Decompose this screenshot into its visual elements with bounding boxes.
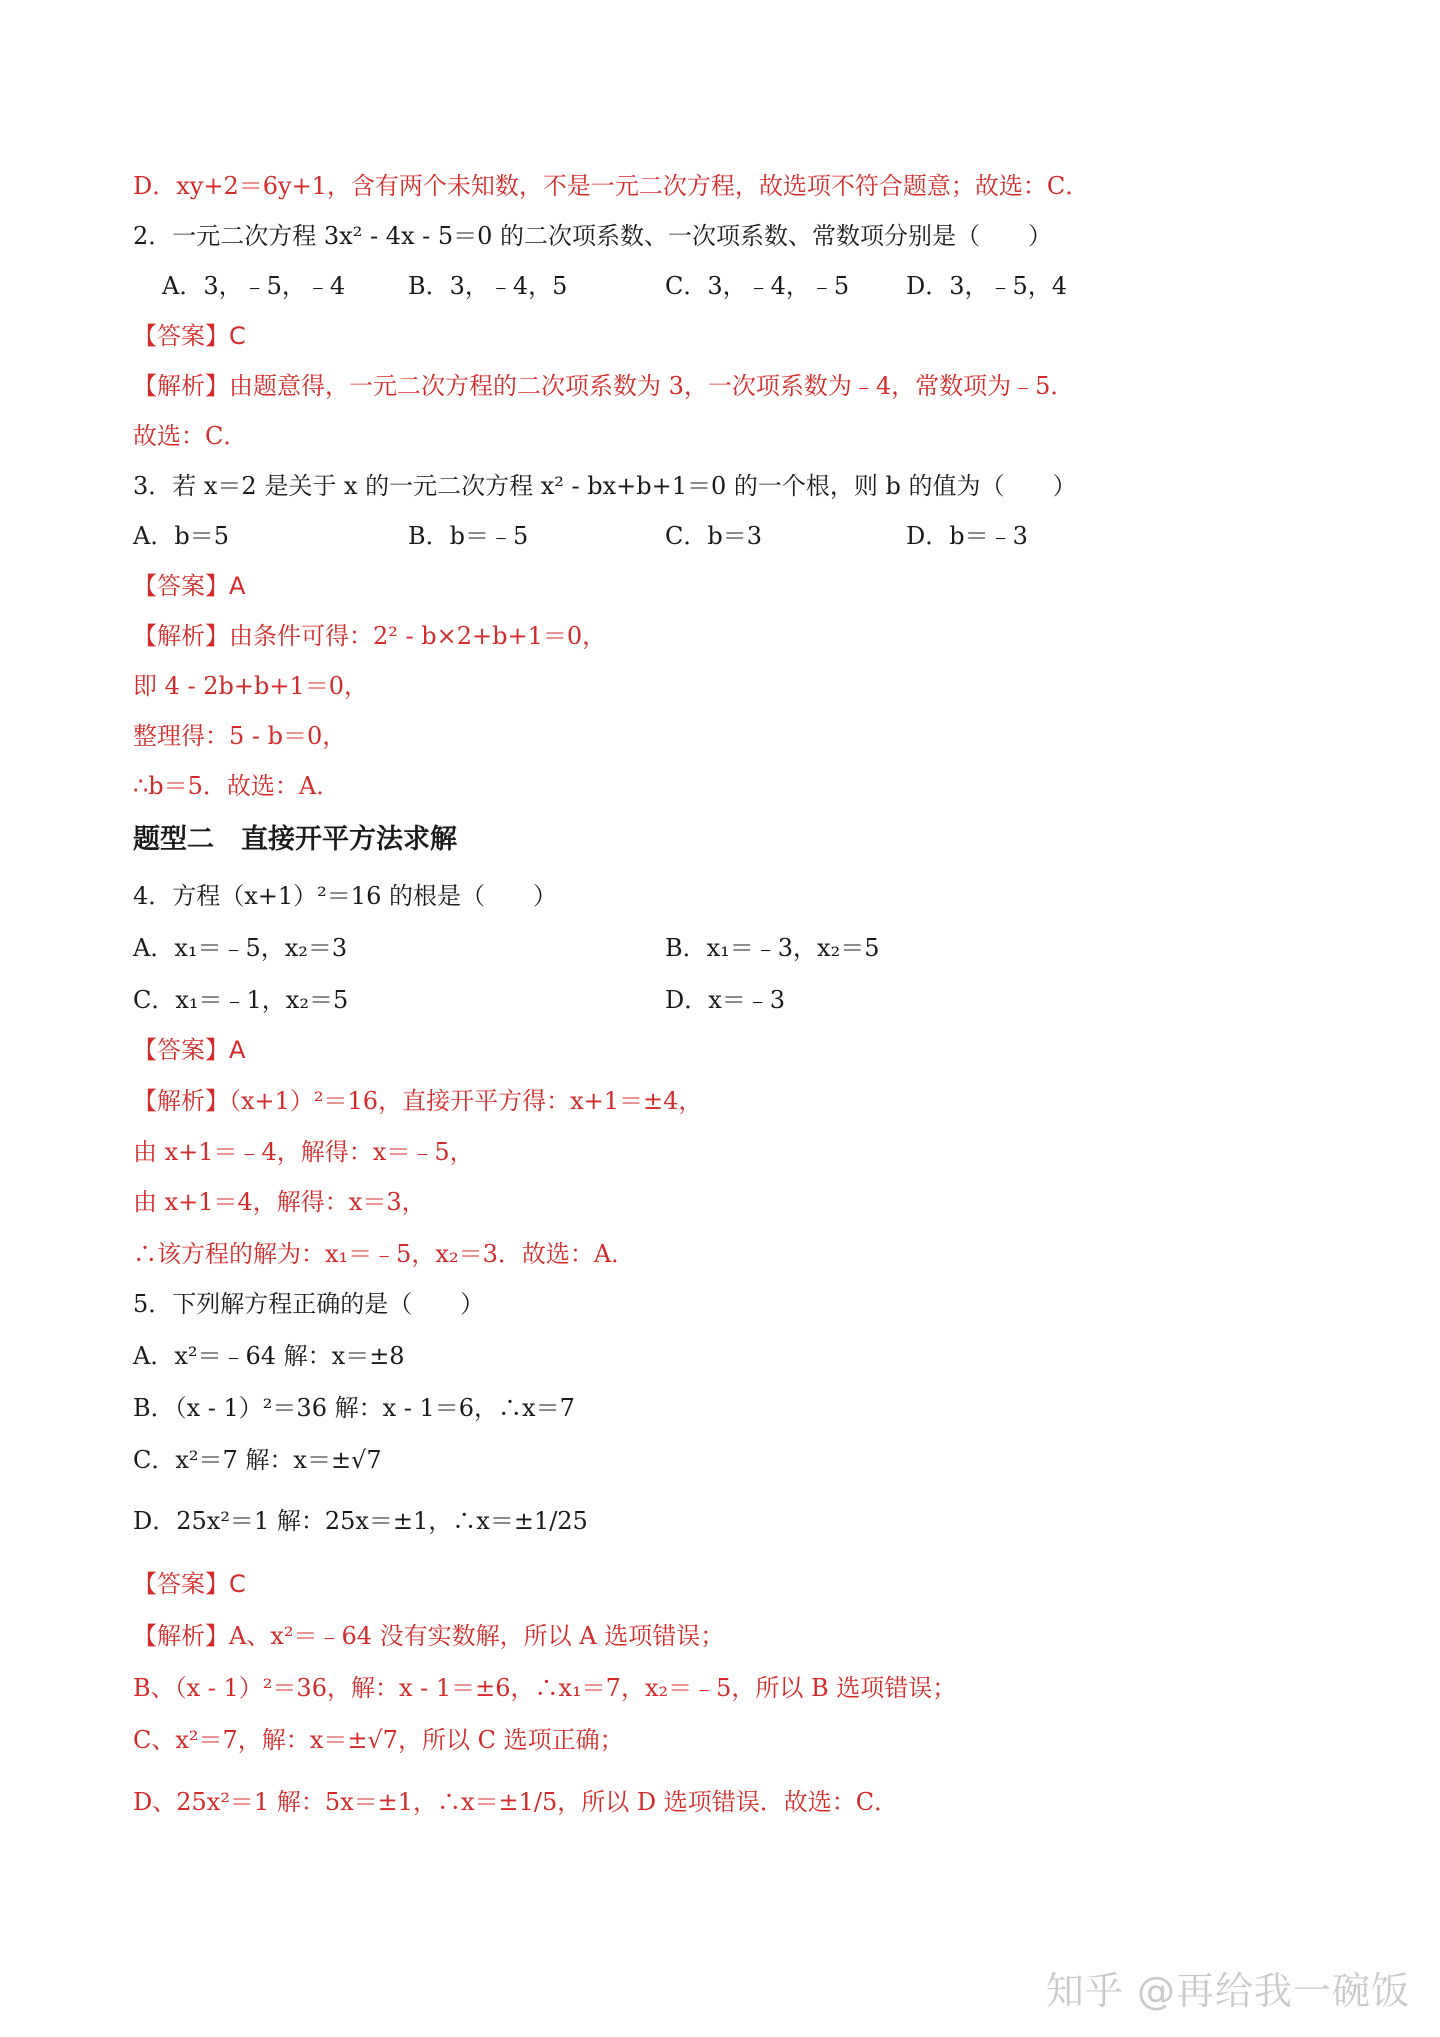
section-heading: 题型二 直接开平方法求解	[133, 824, 457, 855]
q5-explanation-4: D、25x²＝1 解：5x＝±1，∴x＝±1/5，所以 D 选项错误．故选：C．	[133, 1788, 899, 1816]
q5-option-b: B．（x - 1）²＝36 解：x - 1＝6，∴x＝7	[133, 1394, 575, 1422]
q5-option-a: A．x²＝﹣64 解：x＝±8	[133, 1342, 405, 1370]
q5-answer: 【答案】C	[133, 1570, 246, 1598]
q3-answer: 【答案】A	[133, 572, 246, 600]
q3-option-b: B．b＝﹣5	[408, 522, 529, 550]
q2-option-b: B．3，﹣4，5	[408, 272, 568, 300]
q5-option-c: C．x²＝7 解：x＝±√7	[133, 1446, 382, 1474]
question-2: 2．一元二次方程 3x² - 4x - 5＝0 的二次项系数、一次项系数、常数项分别是（ ）	[133, 222, 1053, 250]
q4-option-c: C．x₁＝﹣1，x₂＝5	[133, 986, 349, 1014]
q3-explanation-2: 即 4 - 2b+b+1＝0，	[133, 672, 369, 700]
q4-option-b: B．x₁＝﹣3，x₂＝5	[665, 934, 880, 962]
q4-explanation-2: 由 x+1＝﹣4，解得：x＝﹣5，	[133, 1138, 474, 1166]
q3-explanation-3: 整理得：5 - b＝0，	[133, 722, 347, 750]
question-3: 3．若 x＝2 是关于 x 的一元二次方程 x² - bx+b+1＝0 的一个根，则 b 的值为（ ）	[133, 472, 1077, 500]
q4-option-d: D．x＝﹣3	[665, 986, 786, 1014]
q2-explanation-2: 故选：C．	[133, 422, 248, 450]
q1-option-d-explanation: D．xy+2＝6y+1，含有两个未知数，不是一元二次方程，故选项不符合题意；故选：C．	[133, 172, 1090, 200]
question-4: 4．方程（x+1）²＝16 的根是（ ）	[133, 882, 557, 910]
q3-option-a: A．b＝5	[133, 522, 229, 550]
q2-option-a: A．3，﹣5，﹣4	[162, 272, 346, 300]
q4-explanation-4: ∴该方程的解为：x₁＝﹣5，x₂＝3．故选：A．	[133, 1240, 636, 1268]
q3-explanation-1: 【解析】由条件可得：2² - b×2+b+1＝0，	[133, 622, 607, 650]
q4-explanation-1: 【解析】（x+1）²＝16，直接开平方得：x+1＝±4，	[133, 1087, 703, 1115]
q5-explanation-1: 【解析】A、x²＝﹣64 没有实数解，所以 A 选项错误；	[133, 1622, 725, 1650]
q5-option-d: D．25x²＝1 解：25x＝±1，∴x＝±1/25	[133, 1507, 588, 1535]
q3-explanation-4: ∴b＝5．故选：A．	[133, 772, 341, 800]
question-5: 5．下列解方程正确的是（ ）	[133, 1290, 485, 1318]
q2-option-d: D．3，﹣5，4	[906, 272, 1068, 300]
q3-option-d: D．b＝﹣3	[906, 522, 1028, 550]
q4-answer: 【答案】A	[133, 1036, 246, 1064]
q2-option-c: C．3，﹣4，﹣5	[665, 272, 850, 300]
q2-explanation-1: 【解析】由题意得，一元二次方程的二次项系数为 3，一次项系数为﹣4，常数项为﹣5．	[133, 372, 1075, 400]
q5-explanation-3: C、x²＝7，解：x＝±√7，所以 C 选项正确；	[133, 1726, 624, 1754]
q5-explanation-2: B、（x - 1）²＝36，解：x - 1＝±6，∴x₁＝7，x₂＝﹣5，所以 B 选项错误；	[133, 1674, 957, 1702]
q3-option-c: C．b＝3	[665, 522, 762, 550]
q2-answer: 【答案】C	[133, 322, 246, 350]
q4-explanation-3: 由 x+1＝4，解得：x＝3，	[133, 1188, 426, 1216]
q4-option-a: A．x₁＝﹣5，x₂＝3	[133, 934, 348, 962]
watermark: 知乎 @再给我一碗饭	[1045, 1969, 1410, 2013]
